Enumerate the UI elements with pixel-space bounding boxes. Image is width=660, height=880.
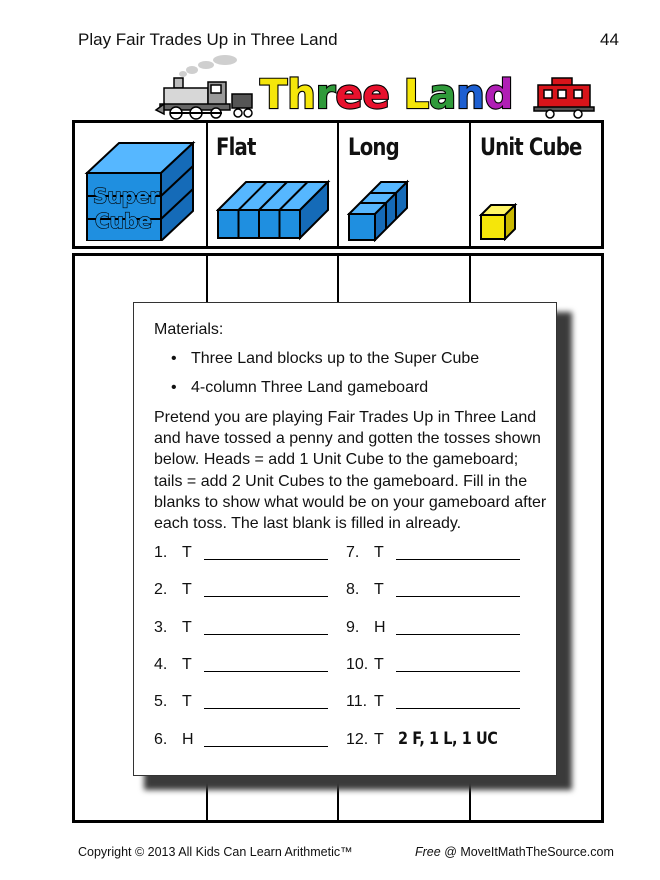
toss-result: T (374, 693, 384, 711)
toss-number: 11. (346, 693, 368, 711)
answer-blank[interactable] (396, 559, 520, 560)
banner-letter: e (335, 72, 363, 118)
toss-result: T (374, 730, 384, 748)
toss-row (346, 693, 526, 713)
toss-row (154, 544, 334, 564)
answer-blank[interactable] (204, 634, 328, 635)
toss-number: 1. (154, 544, 168, 561)
banner-letter: n (456, 72, 485, 118)
toss-result: T (182, 581, 192, 599)
answer-blank[interactable] (396, 708, 520, 709)
super-cube-icon (83, 129, 201, 241)
unit-cube-icon (479, 203, 519, 241)
toss-number: 3. (154, 618, 168, 636)
unit-cube-label: Unit Cube (480, 133, 582, 161)
banner-letter: T (260, 72, 288, 118)
materials-label: Materials: (154, 321, 224, 338)
gameboard-header (72, 120, 604, 249)
bullet-icon: • (171, 350, 177, 367)
banner-letter: h (287, 72, 316, 118)
red-caboose-icon (534, 78, 594, 118)
bullet-icon: • (171, 379, 177, 396)
long-label: Long (348, 133, 399, 161)
instruction-card (133, 302, 557, 776)
materials-item (171, 379, 428, 397)
toss-row (154, 581, 334, 601)
toss-row (346, 544, 526, 564)
instructions-text: Pretend you are playing Fair Trades Up in Three Land and have tossed a penny and gotten the tosses shown below. Heads = add 1 Unit Cube to the gameboard; tails = add 2 Unit Cubes to the gameboard. Fill in the blanks to show what would be on your gameboard after each toss. The last blank is filled in already. (154, 409, 547, 533)
toss-row (154, 693, 334, 713)
super-cube-label-line1: Super (93, 184, 160, 208)
toss-number: 5. (154, 693, 168, 711)
steam-puffs-icon (179, 55, 237, 77)
flat-icon (216, 178, 332, 242)
answer-blank[interactable] (204, 671, 328, 672)
toss-number: 8. (346, 581, 360, 599)
banner-letter: L (403, 72, 430, 118)
toss-row (154, 656, 334, 676)
answer-blank[interactable] (396, 596, 520, 597)
three-land-banner (150, 52, 600, 122)
footer-site (415, 845, 614, 859)
materials-item-text: Three Land blocks up to the Super Cube (191, 350, 480, 367)
banner-title (260, 72, 513, 118)
site-link: @ MoveItMathTheSource.com (444, 845, 614, 859)
answer-blank[interactable] (204, 708, 328, 709)
answer-blank[interactable] (396, 671, 520, 672)
answer-blank[interactable] (396, 634, 520, 635)
toss-number: 10. (346, 655, 369, 673)
toss-row (346, 656, 526, 676)
toss-result: T (182, 693, 192, 711)
toss-row (346, 728, 526, 751)
toss-number: 2. (154, 581, 168, 599)
toss-row (154, 619, 334, 639)
column-divider (337, 123, 339, 246)
toss-number: 12. (346, 730, 369, 748)
toss-result: T (182, 618, 192, 636)
column-divider (469, 123, 471, 246)
toss-result: T (374, 544, 384, 561)
answer-blank[interactable] (204, 559, 328, 560)
page-title: Play Fair Trades Up in Three Land (78, 30, 338, 49)
toss-result: T (182, 544, 192, 561)
answer-blank[interactable] (204, 596, 328, 597)
banner-letter: d (484, 72, 514, 118)
flat-label: Flat (216, 133, 256, 161)
answer-filled: 2 F, 1 L, 1 UC (398, 728, 498, 749)
toss-row (346, 581, 526, 601)
toss-row (154, 731, 334, 751)
toss-number: 4. (154, 655, 168, 673)
materials-item (171, 350, 479, 368)
banner-letter: e (362, 72, 390, 118)
toss-result: T (374, 581, 384, 599)
toss-row (346, 619, 526, 639)
train-engine-icon (156, 78, 252, 119)
materials-item-text: 4-column Three Land gameboard (191, 379, 429, 396)
page-number: 44 (600, 30, 619, 49)
toss-number: 6. (154, 730, 168, 748)
free-label: Free (415, 845, 441, 859)
long-icon (347, 178, 411, 242)
toss-number: 9. (346, 618, 360, 636)
super-cube-label-line2: Cube (95, 209, 152, 233)
banner-letter: r (315, 72, 336, 118)
toss-number: 7. (346, 544, 360, 561)
copyright-text: Copyright © 2013 All Kids Can Learn Arithmetic™ (78, 845, 353, 859)
toss-result: T (182, 655, 192, 673)
toss-result: H (374, 618, 386, 636)
toss-result: H (182, 730, 194, 748)
column-divider (206, 123, 208, 246)
banner-letter: a (429, 72, 457, 118)
toss-result: T (374, 655, 384, 673)
answer-blank[interactable] (204, 746, 328, 747)
